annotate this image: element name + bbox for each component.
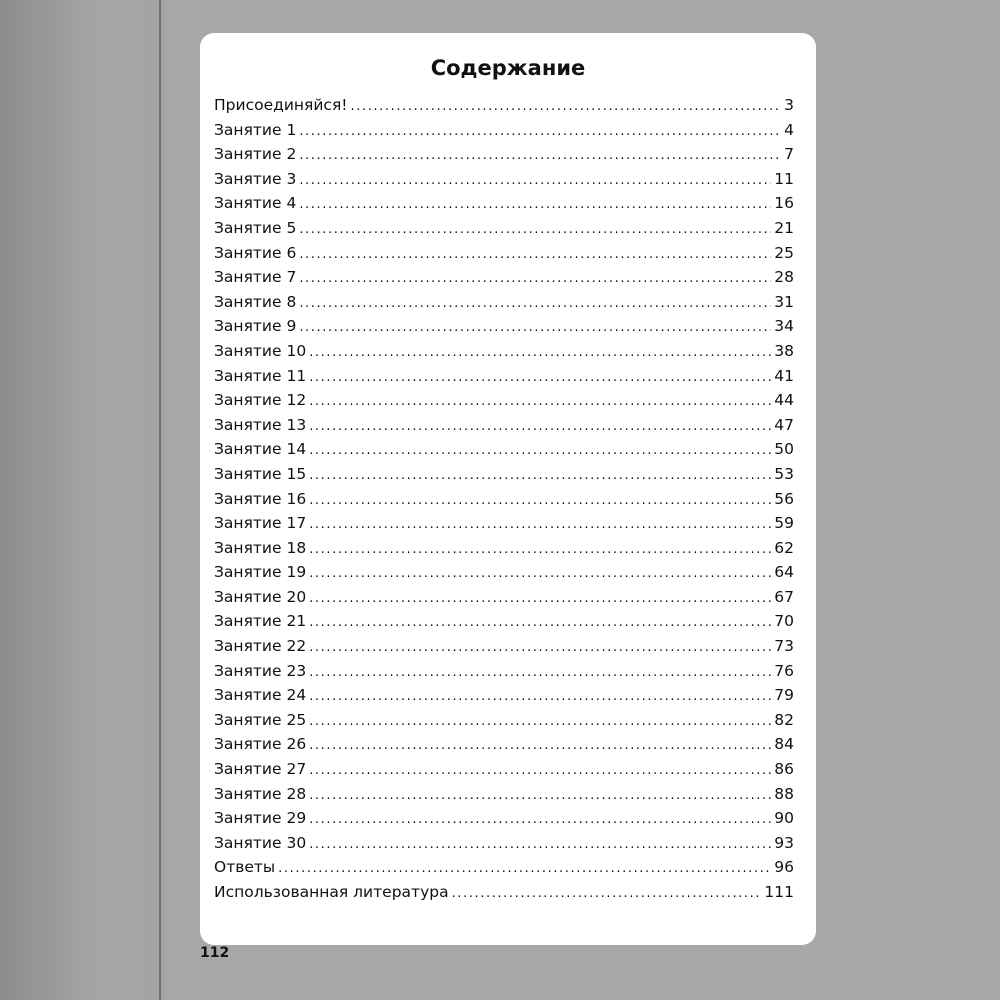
dot-leader [309, 493, 771, 508]
dot-leader [309, 370, 771, 385]
toc-entry-label: Занятие 25 [214, 710, 307, 729]
toc-entry-label: Занятие 21 [214, 612, 307, 631]
toc-entry-label: Занятие 11 [214, 366, 307, 385]
dot-leader [309, 665, 771, 680]
toc-entry-page: 25 [774, 243, 794, 262]
toc-entry-label: Занятие 7 [214, 268, 297, 287]
toc-entry [214, 145, 794, 170]
dot-leader [299, 247, 771, 262]
book-spine [159, 0, 161, 1000]
toc-entry [214, 121, 794, 146]
toc-entry [214, 883, 794, 908]
toc-entry-page: 47 [774, 415, 794, 434]
toc-entry-label: Занятие 2 [214, 145, 297, 164]
dot-leader [309, 517, 771, 532]
toc-entry [214, 637, 794, 662]
dot-leader [299, 222, 771, 237]
toc-entry-label: Занятие 19 [214, 563, 307, 582]
toc-entry-label: Занятие 18 [214, 538, 307, 557]
toc-entry-page: 21 [774, 218, 794, 237]
toc-entry-label: Занятие 5 [214, 218, 297, 237]
toc-entry [214, 686, 794, 711]
toc-entry [214, 514, 794, 539]
table-of-contents [214, 96, 794, 908]
toc-entry [214, 834, 794, 859]
toc-entry [214, 96, 794, 121]
toc-entry [214, 416, 794, 441]
toc-entry-page: 76 [774, 661, 794, 680]
dot-leader [299, 148, 781, 163]
toc-entry [214, 735, 794, 760]
toc-entry [214, 194, 794, 219]
toc-entry-label: Занятие 14 [214, 440, 307, 459]
dot-leader [299, 197, 771, 212]
toc-entry-page: 41 [774, 366, 794, 385]
dot-leader [299, 271, 771, 286]
toc-entry-label: Занятие 12 [214, 391, 307, 410]
toc-entry-label: Занятие 28 [214, 784, 307, 803]
toc-entry-label: Использованная литература [214, 883, 449, 901]
toc-entry-page: 88 [774, 784, 794, 803]
toc-entry [214, 588, 794, 613]
toc-entry-page: 96 [774, 858, 794, 877]
toc-entry [214, 711, 794, 736]
toc-entry-page: 16 [774, 194, 794, 213]
toc-entry-page: 50 [774, 440, 794, 459]
dot-leader [309, 542, 771, 557]
toc-entry-page: 67 [774, 587, 794, 606]
toc-entry-label: Занятие 24 [214, 686, 307, 705]
toc-entry [214, 268, 794, 293]
toc-entry-page: 56 [774, 489, 794, 508]
toc-entry-label: Занятие 4 [214, 194, 297, 213]
dot-leader [351, 99, 782, 114]
toc-entry [214, 858, 794, 883]
toc-entry [214, 760, 794, 785]
dot-leader [309, 763, 771, 778]
toc-entry [214, 539, 794, 564]
toc-entry-label: Занятие 22 [214, 637, 307, 656]
toc-entry [214, 391, 794, 416]
toc-entry-page: 38 [774, 341, 794, 360]
page-title: Содержание [430, 56, 586, 80]
toc-entry-page: 28 [774, 268, 794, 287]
dot-leader [309, 812, 771, 827]
toc-entry [214, 342, 794, 367]
dot-leader [309, 788, 771, 803]
toc-entry-label: Занятие 8 [214, 292, 297, 311]
toc-entry-label: Занятие 10 [214, 341, 307, 360]
toc-entry-page: 62 [774, 538, 794, 557]
toc-entry-label: Занятие 16 [214, 489, 307, 508]
toc-entry-page: 31 [774, 292, 794, 311]
dot-leader [452, 886, 762, 901]
toc-entry-label: Присоединяйся! [214, 96, 348, 114]
toc-entry [214, 612, 794, 637]
toc-entry-page: 4 [784, 120, 794, 139]
toc-entry-page: 73 [774, 637, 794, 656]
toc-entry [214, 244, 794, 269]
dot-leader [299, 296, 771, 311]
toc-entry-label: Занятие 9 [214, 317, 297, 336]
toc-entry-label: Занятие 26 [214, 735, 307, 754]
dot-leader [309, 443, 771, 458]
dot-leader [309, 615, 771, 630]
toc-entry [214, 809, 794, 834]
toc-entry-label: Занятие 17 [214, 514, 307, 533]
toc-entry-label: Занятие 27 [214, 760, 307, 779]
dot-leader [309, 640, 771, 655]
toc-entry [214, 317, 794, 342]
toc-entry-page: 70 [774, 612, 794, 631]
toc-entry-label: Занятие 3 [214, 169, 297, 188]
toc-entry [214, 465, 794, 490]
toc-entry [214, 293, 794, 318]
toc-entry-label: Занятие 6 [214, 243, 297, 262]
toc-entry-label: Занятие 15 [214, 464, 307, 483]
toc-entry [214, 440, 794, 465]
toc-entry [214, 367, 794, 392]
toc-entry [214, 785, 794, 810]
toc-entry-page: 84 [774, 735, 794, 754]
toc-entry [214, 490, 794, 515]
toc-entry-page: 7 [784, 145, 794, 164]
toc-entry-page: 82 [774, 710, 794, 729]
toc-entry-page: 44 [774, 391, 794, 410]
toc-entry-label: Занятие 20 [214, 587, 307, 606]
dot-leader [299, 320, 771, 335]
toc-entry [214, 219, 794, 244]
toc-entry [214, 170, 794, 195]
toc-entry-label: Занятие 30 [214, 833, 307, 852]
dot-leader [309, 345, 771, 360]
dot-leader [309, 738, 771, 753]
toc-entry-page: 11 [774, 169, 794, 188]
dot-leader [299, 124, 781, 139]
toc-entry-label: Занятие 13 [214, 415, 307, 434]
toc-entry-page: 59 [774, 514, 794, 533]
dot-leader [309, 468, 771, 483]
toc-entry-page: 34 [774, 317, 794, 336]
toc-entry-page: 79 [774, 686, 794, 705]
dot-leader [309, 714, 771, 729]
toc-entry [214, 563, 794, 588]
toc-entry-page: 93 [774, 833, 794, 852]
toc-entry-label: Занятие 23 [214, 661, 307, 680]
toc-entry-page: 53 [774, 464, 794, 483]
toc-entry [214, 662, 794, 687]
toc-entry-page: 86 [774, 760, 794, 779]
dot-leader [309, 566, 771, 581]
dot-leader [309, 591, 771, 606]
toc-entry-label: Занятие 29 [214, 809, 307, 828]
toc-entry-label: Ответы [214, 858, 276, 877]
dot-leader [309, 689, 771, 704]
toc-entry-page: 64 [774, 563, 794, 582]
toc-entry-label: Занятие 1 [214, 120, 297, 139]
dot-leader [309, 394, 771, 409]
dot-leader [299, 173, 771, 188]
toc-entry-page: 111 [764, 883, 794, 901]
toc-entry-page: 90 [774, 809, 794, 828]
dot-leader [309, 419, 771, 434]
dot-leader [309, 837, 771, 852]
dot-leader [278, 861, 771, 876]
book-edge [0, 0, 165, 1000]
page-number: 112 [200, 945, 230, 961]
toc-entry-page: 3 [784, 96, 794, 114]
